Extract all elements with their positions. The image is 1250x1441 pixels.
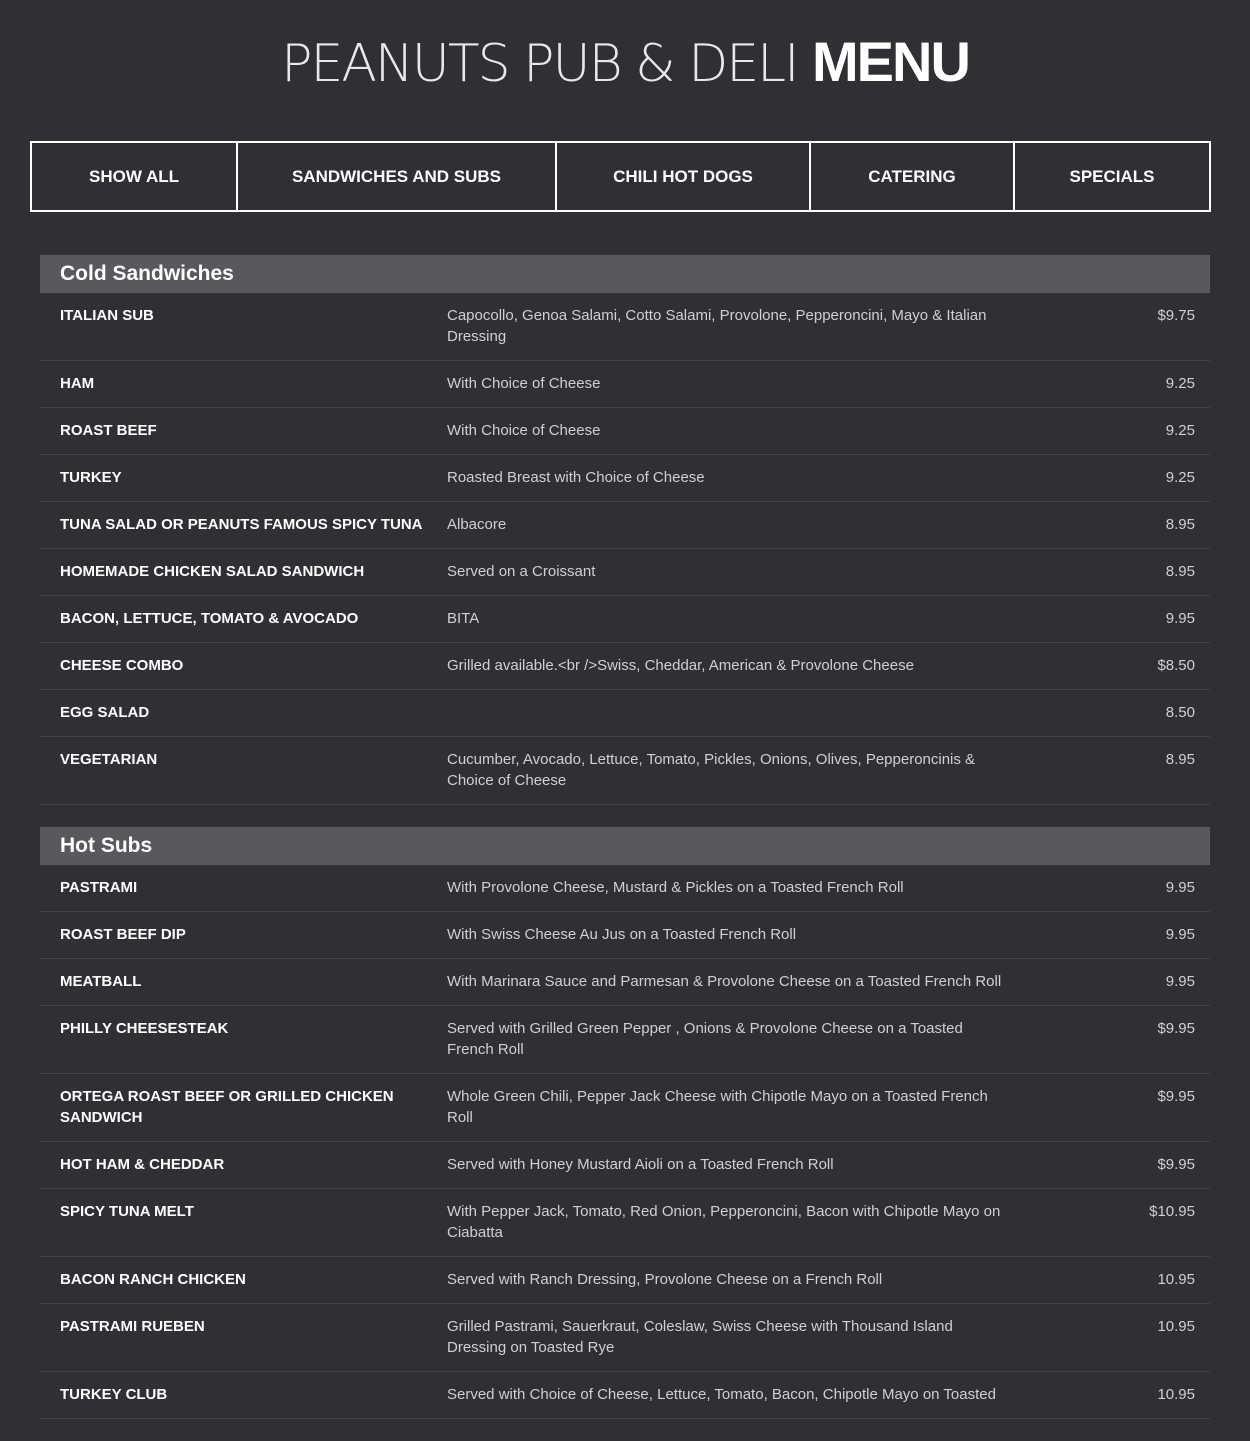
menu-item [40, 1372, 1210, 1419]
item-desc: Cucumber, Avocado, Lettuce, Tomato, Pickles, Onions, Olives, Pepperoncinis & Choice of Cheese [447, 751, 976, 789]
menu-item [40, 912, 1210, 959]
filter-show-all-button[interactable]: SHOW ALL [30, 141, 238, 212]
item-name: TURKEY [60, 469, 122, 486]
item-name: TUNA SALAD OR PEANUTS FAMOUS SPICY TUNA [60, 516, 423, 533]
item-price: 9.95 [1165, 879, 1195, 896]
item-name: HOMEMADE CHICKEN SALAD SANDWICH [60, 563, 365, 580]
item-desc: Served on a Croissant [447, 563, 596, 580]
item-price: 8.50 [1165, 704, 1195, 721]
menu-list [40, 255, 1210, 1441]
item-desc: Capocollo, Genoa Salami, Cotto Salami, Provolone, Pepperoncini, Mayo & Italian Dressing [447, 307, 987, 345]
item-price: 8.95 [1165, 516, 1195, 533]
section-title: Hot Subs [40, 827, 1210, 865]
page-title [0, 30, 1250, 96]
menu-section-hot-subs [40, 827, 1210, 1419]
item-desc: Served with Ranch Dressing, Provolone Cheese on a French Roll [447, 1271, 883, 1288]
item-desc: Served with Grilled Green Pepper , Onions & Provolone Cheese on a Toasted French Roll [447, 1020, 963, 1058]
filter-sandwiches-and-subs-button[interactable]: SANDWICHES AND SUBS [236, 141, 557, 212]
item-price: $9.75 [1157, 307, 1195, 324]
item-price: 9.95 [1165, 973, 1195, 990]
item-name: TURKEY CLUB [60, 1386, 168, 1403]
menu-item [40, 737, 1210, 805]
item-desc: Whole Green Chili, Pepper Jack Cheese with Chipotle Mayo on a Toasted French Roll [447, 1088, 988, 1126]
item-price: 10.95 [1157, 1318, 1195, 1335]
menu-section-cold-sandwiches [40, 255, 1210, 805]
menu-item [40, 596, 1210, 643]
item-desc: With Choice of Cheese [447, 375, 601, 392]
menu-item [40, 1257, 1210, 1304]
item-name: ROAST BEEF [60, 422, 157, 439]
menu-item [40, 549, 1210, 596]
menu-item [40, 293, 1210, 361]
item-desc: Served with Honey Mustard Aioli on a Toasted French Roll [447, 1156, 834, 1173]
filter-chili-hot-dogs-button[interactable]: CHILI HOT DOGS [555, 141, 811, 212]
item-desc: With Choice of Cheese [447, 422, 601, 439]
menu-item [40, 1304, 1210, 1372]
item-name: PASTRAMI RUEBEN [60, 1318, 205, 1335]
filter-specials-button[interactable]: SPECIALS [1013, 141, 1211, 212]
item-price: $9.95 [1157, 1156, 1195, 1173]
item-price: 9.25 [1165, 469, 1195, 486]
item-name: VEGETARIAN [60, 751, 158, 768]
item-name: PHILLY CHEESESTEAK [60, 1020, 229, 1037]
item-price: 8.95 [1165, 563, 1195, 580]
menu-item [40, 1189, 1210, 1257]
item-desc [447, 702, 1007, 723]
item-name: EGG SALAD [60, 704, 150, 721]
item-price: $9.95 [1157, 1088, 1195, 1105]
menu-item [40, 361, 1210, 408]
item-desc: BITA [447, 610, 480, 627]
item-name: MEATBALL [60, 973, 142, 990]
menu-item [40, 502, 1210, 549]
menu-item [40, 1006, 1210, 1074]
item-desc: Grilled Pastrami, Sauerkraut, Coleslaw, Swiss Cheese with Thousand Island Dressing on Toasted Rye [447, 1318, 953, 1356]
item-price: 10.95 [1157, 1386, 1195, 1403]
menu-item [40, 865, 1210, 912]
item-desc: Albacore [447, 516, 507, 533]
filter-catering-button[interactable]: CATERING [809, 141, 1015, 212]
page-title-name: PEANUTS PUB & DELI [281, 34, 798, 94]
item-price: 8.95 [1165, 751, 1195, 768]
section-title: Cold Sandwiches [40, 255, 1210, 293]
item-name: BACON RANCH CHICKEN [60, 1271, 246, 1288]
item-desc: With Pepper Jack, Tomato, Red Onion, Pepperoncini, Bacon with Chipotle Mayo on Ciabatta [447, 1203, 1001, 1241]
item-name: BACON, LETTUCE, TOMATO & AVOCADO [60, 610, 359, 627]
item-name: ITALIAN SUB [60, 307, 154, 324]
menu-item [40, 959, 1210, 1006]
item-desc: Roasted Breast with Choice of Cheese [447, 469, 705, 486]
item-desc: With Swiss Cheese Au Jus on a Toasted French Roll [447, 926, 797, 943]
item-name: ROAST BEEF DIP [60, 926, 186, 943]
item-price: $9.95 [1157, 1020, 1195, 1037]
item-name: HAM [60, 375, 95, 392]
menu-item [40, 455, 1210, 502]
item-name: CHEESE COMBO [60, 657, 184, 674]
item-desc: Served with Choice of Cheese, Lettuce, Tomato, Bacon, Chipotle Mayo on Toasted [447, 1386, 996, 1403]
item-price: 9.25 [1165, 375, 1195, 392]
item-desc: Grilled available.<br />Swiss, Cheddar, American & Provolone Cheese [447, 657, 914, 674]
item-price: 9.95 [1165, 610, 1195, 627]
menu-item [40, 643, 1210, 690]
item-desc: With Provolone Cheese, Mustard & Pickles on a Toasted French Roll [447, 879, 904, 896]
page-title-menu: MENU [812, 30, 969, 93]
menu-item [40, 1142, 1210, 1189]
item-price: 9.25 [1165, 422, 1195, 439]
menu-item [40, 690, 1210, 737]
item-name: PASTRAMI [60, 879, 138, 896]
item-name: HOT HAM & CHEDDAR [60, 1156, 225, 1173]
item-price: 9.95 [1165, 926, 1195, 943]
item-desc: With Marinara Sauce and Parmesan & Provolone Cheese on a Toasted French Roll [447, 973, 1002, 990]
menu-item [40, 1074, 1210, 1142]
item-name: ORTEGA ROAST BEEF OR GRILLED CHICKEN SANDWICH [60, 1088, 394, 1126]
item-name: SPICY TUNA MELT [60, 1203, 194, 1220]
menu-item [40, 408, 1210, 455]
item-price: $10.95 [1149, 1203, 1195, 1220]
item-price: 10.95 [1157, 1271, 1195, 1288]
item-price: $8.50 [1157, 657, 1195, 674]
